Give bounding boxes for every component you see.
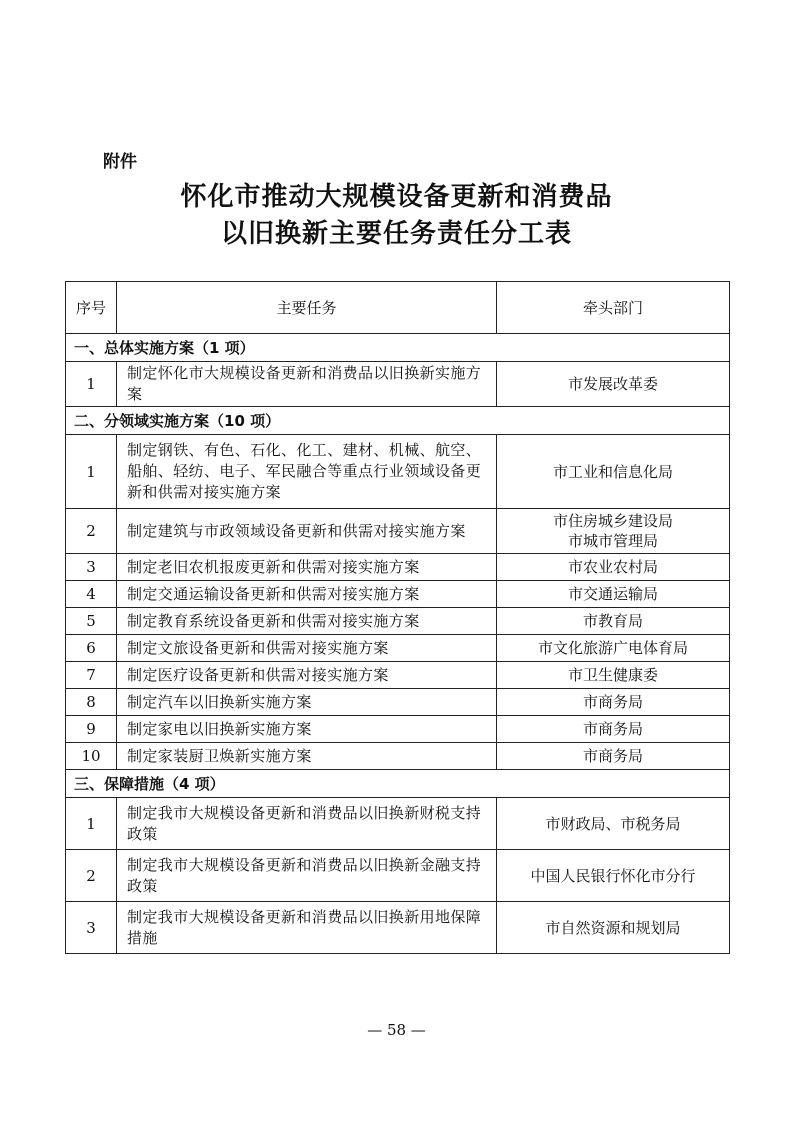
row-number: 7 bbox=[66, 662, 117, 689]
table-row bbox=[66, 662, 730, 689]
row-task: 制定医疗设备更新和供需对接实施方案 bbox=[117, 662, 497, 689]
table-row bbox=[66, 608, 730, 635]
row-department bbox=[497, 635, 730, 662]
row-task: 制定老旧农机报废更新和供需对接实施方案 bbox=[117, 554, 497, 581]
row-department bbox=[497, 554, 730, 581]
section-heading: 二、分领域实施方案（10 项） bbox=[66, 407, 730, 435]
department-name: 市商务局 bbox=[582, 720, 643, 738]
table-row bbox=[66, 435, 730, 509]
row-department bbox=[497, 608, 730, 635]
attachment-label: 附件 bbox=[103, 152, 137, 172]
table-row bbox=[66, 581, 730, 608]
department-name: 市文化旅游广电体育局 bbox=[537, 639, 688, 657]
table-row bbox=[66, 689, 730, 716]
table-row bbox=[66, 902, 730, 954]
row-department bbox=[497, 509, 730, 554]
page-number: — 58 — bbox=[367, 1021, 426, 1039]
row-task: 制定我市大规模设备更新和消费品以旧换新用地保障措施 bbox=[117, 902, 497, 954]
row-department bbox=[497, 850, 730, 902]
department-name: 市商务局 bbox=[582, 747, 643, 765]
row-task: 制定建筑与市政领域设备更新和供需对接实施方案 bbox=[117, 509, 497, 554]
section-heading-row bbox=[66, 334, 730, 362]
row-department bbox=[497, 689, 730, 716]
row-number: 6 bbox=[66, 635, 117, 662]
department-name: 市自然资源和规划局 bbox=[545, 918, 681, 937]
row-task: 制定我市大规模设备更新和消费品以旧换新金融支持政策 bbox=[117, 850, 497, 902]
row-number: 1 bbox=[66, 798, 117, 850]
row-number: 3 bbox=[66, 902, 117, 954]
section-heading-row bbox=[66, 407, 730, 435]
row-number: 1 bbox=[66, 435, 117, 509]
row-number: 10 bbox=[66, 743, 117, 770]
row-number: 8 bbox=[66, 689, 117, 716]
department-name: 中国人民银行怀化市分行 bbox=[530, 866, 696, 885]
row-task: 制定我市大规模设备更新和消费品以旧换新财税支持政策 bbox=[117, 798, 497, 850]
header-lead-department: 牵头部门 bbox=[497, 282, 730, 334]
table-row bbox=[66, 635, 730, 662]
row-task: 制定汽车以旧换新实施方案 bbox=[117, 689, 497, 716]
department-name: 市发展改革委 bbox=[567, 375, 658, 393]
row-task: 制定家电以旧换新实施方案 bbox=[117, 716, 497, 743]
row-department bbox=[497, 798, 730, 850]
row-task: 制定钢铁、有色、石化、化工、建材、机械、航空、船舶、轻纺、电子、军民融合等重点行业领域设备更新和供需对接实施方案 bbox=[117, 435, 497, 509]
document-title-line-1: 怀化市推动大规模设备更新和消费品 bbox=[180, 182, 613, 212]
row-department bbox=[497, 662, 730, 689]
department-name: 市商务局 bbox=[582, 693, 643, 711]
row-department bbox=[497, 716, 730, 743]
department-name: 市卫生健康委 bbox=[567, 666, 658, 684]
document-title-line-2: 以旧换新主要任务责任分工表 bbox=[220, 219, 572, 249]
row-number: 4 bbox=[66, 581, 117, 608]
row-department bbox=[497, 902, 730, 954]
row-number: 2 bbox=[66, 850, 117, 902]
department-name: 市工业和信息化局 bbox=[552, 462, 673, 481]
row-number: 5 bbox=[66, 608, 117, 635]
row-department bbox=[497, 743, 730, 770]
department-name: 市教育局 bbox=[582, 612, 643, 630]
table-row bbox=[66, 743, 730, 770]
section-heading: 一、总体实施方案（1 项） bbox=[66, 334, 730, 362]
row-department bbox=[497, 581, 730, 608]
task-responsibility-table bbox=[65, 281, 730, 954]
row-task: 制定文旅设备更新和供需对接实施方案 bbox=[117, 635, 497, 662]
row-number: 2 bbox=[66, 509, 117, 554]
row-task: 制定交通运输设备更新和供需对接实施方案 bbox=[117, 581, 497, 608]
row-task: 制定家装厨卫焕新实施方案 bbox=[117, 743, 497, 770]
header-main-task: 主要任务 bbox=[117, 282, 497, 334]
department-name: 市交通运输局 bbox=[567, 585, 658, 603]
department-name: 市城市管理局 bbox=[567, 532, 658, 550]
row-number: 3 bbox=[66, 554, 117, 581]
table-header-row bbox=[66, 282, 730, 334]
row-number: 1 bbox=[66, 362, 117, 407]
row-department bbox=[497, 362, 730, 407]
table-row bbox=[66, 798, 730, 850]
row-department bbox=[497, 435, 730, 509]
header-number: 序号 bbox=[66, 282, 117, 334]
department-name: 市农业农村局 bbox=[567, 558, 658, 576]
table-row bbox=[66, 850, 730, 902]
row-number: 9 bbox=[66, 716, 117, 743]
section-heading: 三、保障措施（4 项） bbox=[66, 770, 730, 798]
table-row bbox=[66, 509, 730, 554]
row-task: 制定怀化市大规模设备更新和消费品以旧换新实施方案 bbox=[117, 362, 497, 407]
section-heading-row bbox=[66, 770, 730, 798]
department-name: 市财政局、市税务局 bbox=[545, 814, 681, 833]
table-row bbox=[66, 362, 730, 407]
row-task: 制定教育系统设备更新和供需对接实施方案 bbox=[117, 608, 497, 635]
table-row bbox=[66, 554, 730, 581]
department-name: 市住房城乡建设局 bbox=[552, 512, 673, 530]
table-row bbox=[66, 716, 730, 743]
